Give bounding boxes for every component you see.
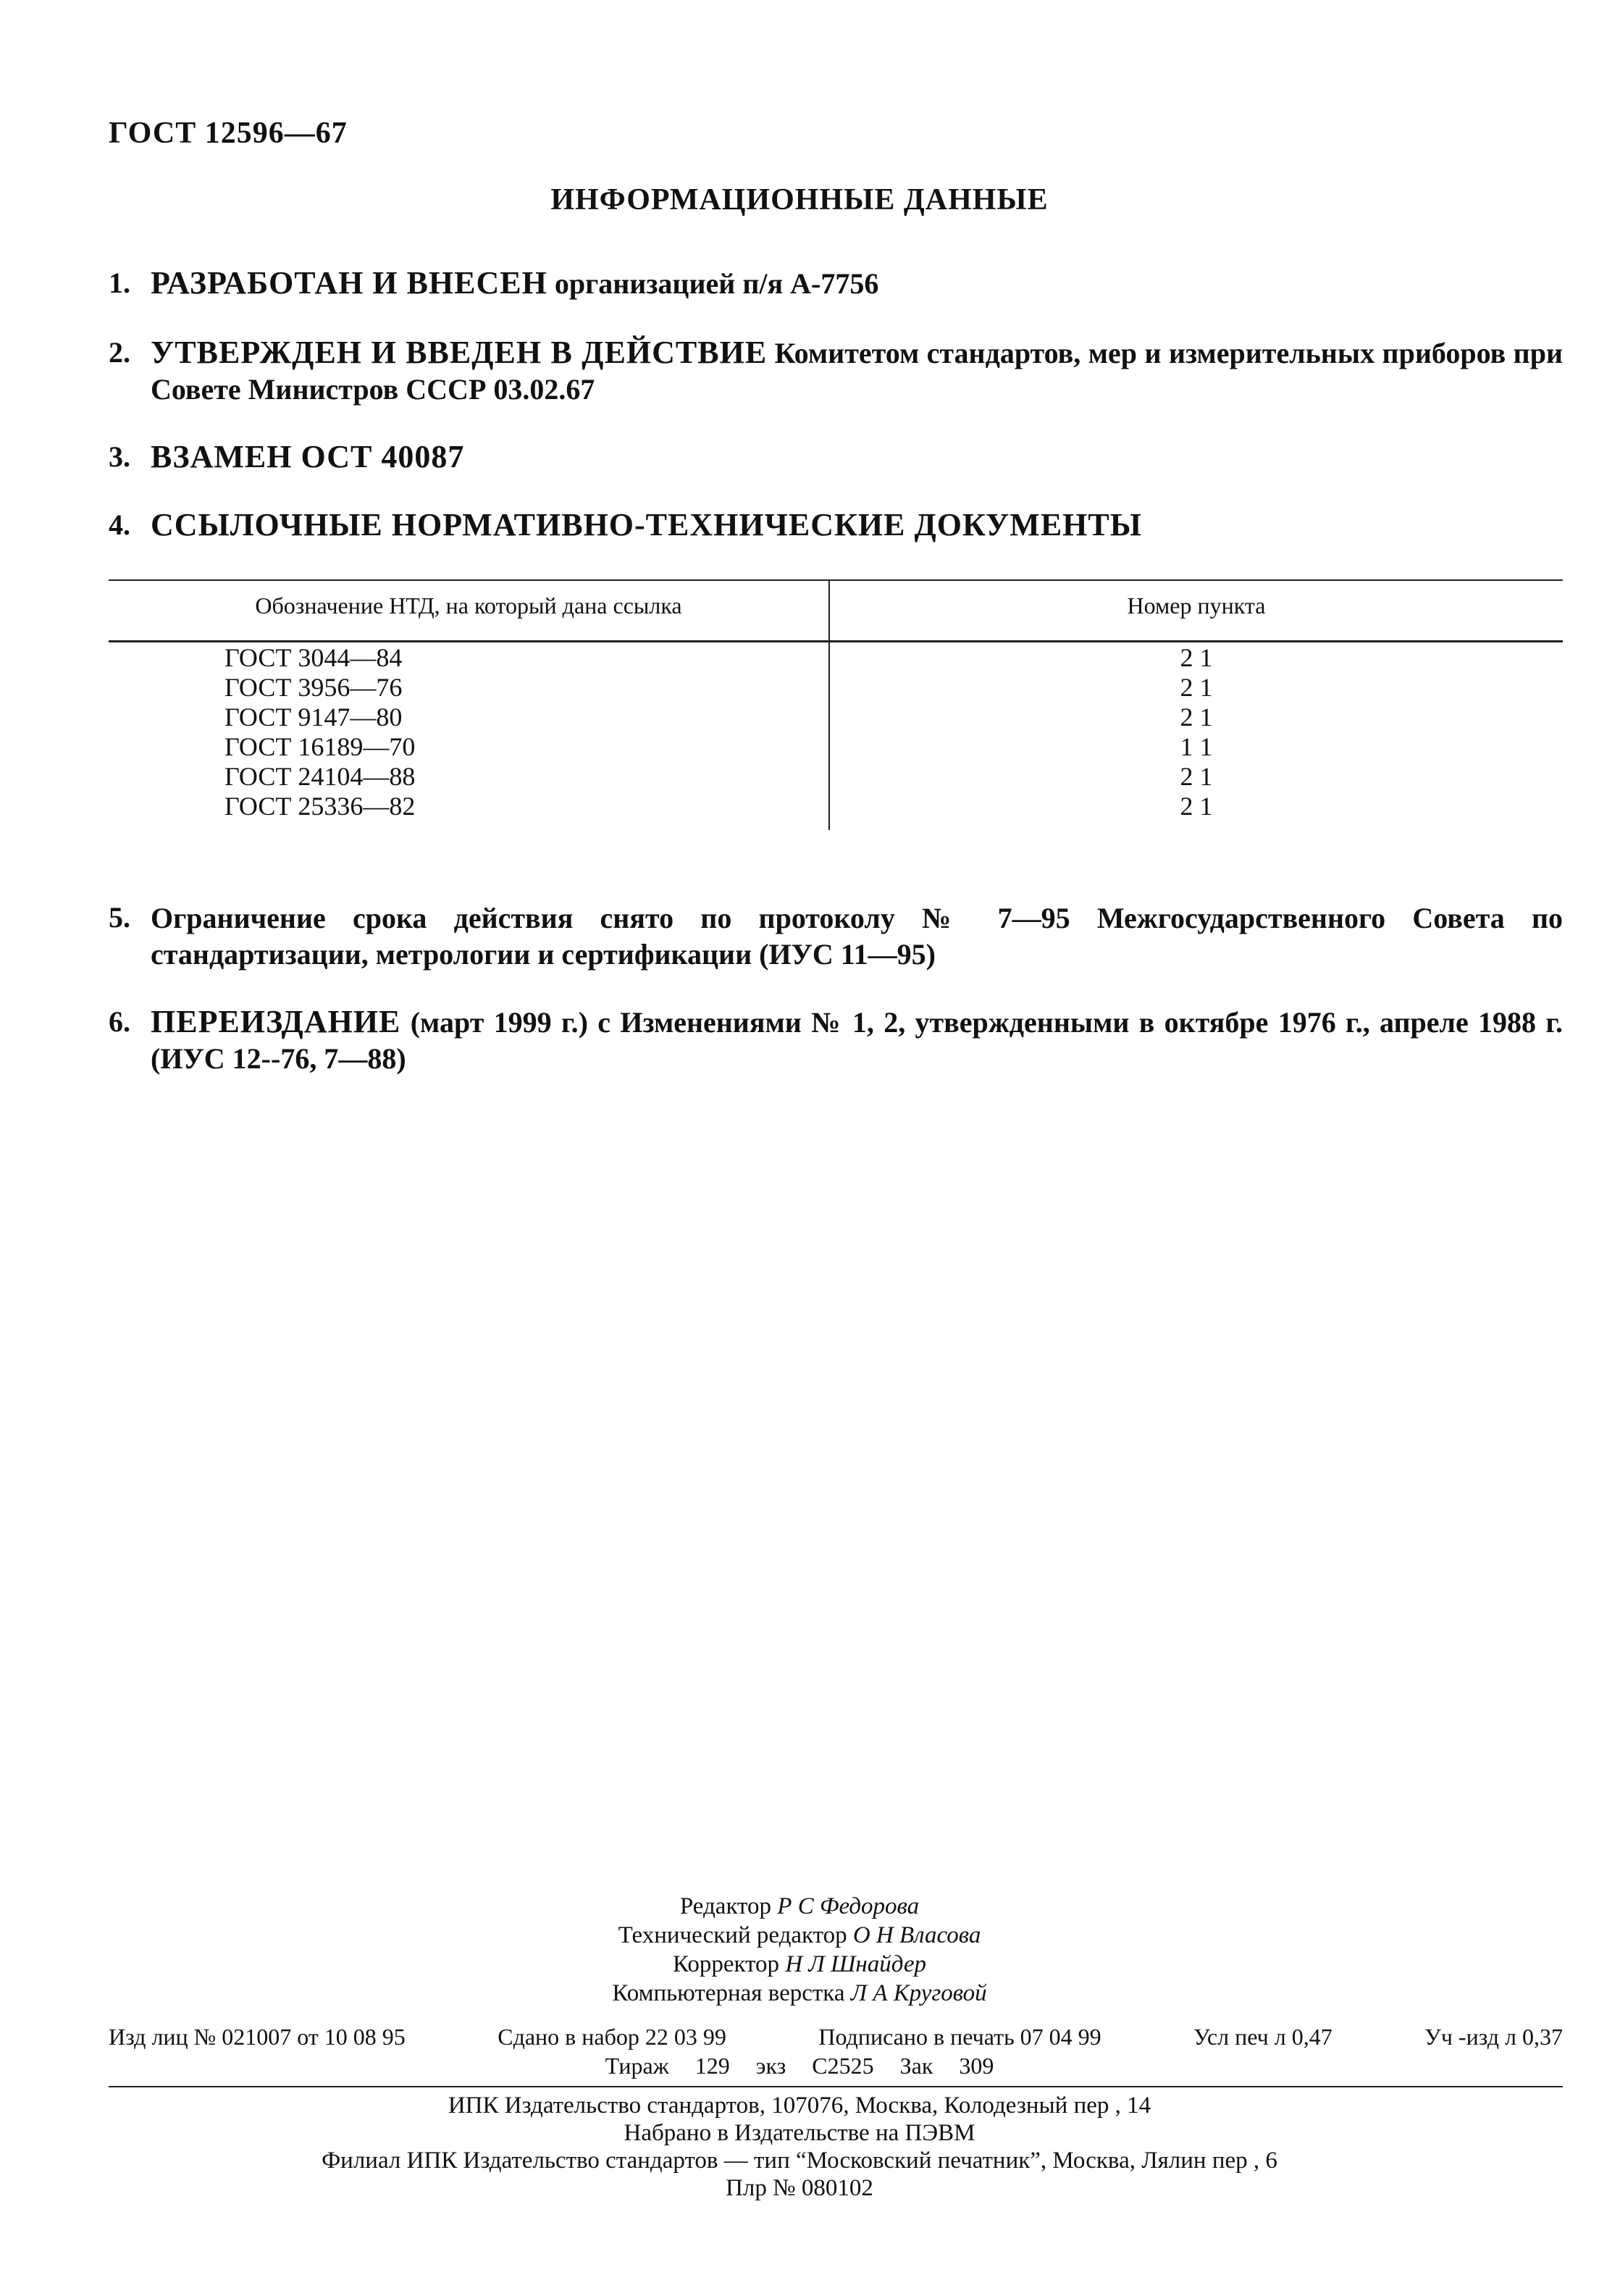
credit-line-editor [0,1892,1599,1921]
print-sheets: Усл печ л 0,47 [1193,2024,1332,2050]
table-header-rule [109,640,1563,642]
item-caps: ВЗАМЕН ОСТ 40087 [151,439,465,474]
item-rest: (март 1999 г.) с Изменениями № 1, 2, утвержденными в октябре 1976 г., апреле 1988 г. (ИУС 12--76, 7—88) [151,1006,1563,1075]
publisher-line: ИПК Издательство стандартов, 107076, Москва, Колодезный пер , 14 [448,2092,1151,2119]
credit-role: Редактор [679,1893,772,1919]
reference-document: ГОСТ 9147—80 [224,703,403,732]
item-text [151,335,1563,408]
reference-point: 2 1 [1180,703,1213,732]
reference-document: ГОСТ 16189—70 [224,732,416,761]
item-caps: УТВЕРЖДЕН И ВВЕДЕН В ДЕЙСТВИЕ [151,335,768,370]
info-item-4 [109,507,1563,544]
item-number: 4. [109,508,130,541]
column-header-point: Номер пункта [1127,592,1266,619]
reference-point: 2 1 [1180,643,1213,672]
item-text [151,265,1563,302]
reference-point: 2 1 [1180,792,1213,821]
item-text [151,900,1563,973]
table-row [109,703,1563,732]
signed-date: Подписано в печать 07 04 99 [818,2024,1101,2050]
item-number: 3. [109,440,130,473]
document-code: ГОСТ 12596—67 [109,117,348,150]
column-header-document: Обозначение НТД, на который дана ссылка [255,592,682,619]
credit-role: Технический редактор [618,1922,847,1948]
publisher-line: Набрано в Издательстве на ПЭВМ [624,2120,975,2146]
credit-name: Н Л Шнайдер [785,1951,927,1977]
publisher-line: Плр № 080102 [726,2175,873,2201]
table-top-rule [109,579,1563,581]
item-rest: организацией п/я А-7756 [547,267,879,300]
item-rest: Комитетом стандартов, мер и измерительных приборов при Совете Министров СССР 03.02.67 [151,337,1564,406]
credit-name: Л А Круговой [850,1980,987,2006]
page-title: ИНФОРМАЦИОННЫЕ ДАННЫЕ [550,183,1049,217]
credit-role: Компьютерная верстка [612,1980,845,2006]
table-row [109,762,1563,792]
credits-block [0,1892,1599,2008]
credit-name: Р С Федорова [777,1893,920,1919]
item-number: 2. [109,336,130,369]
table-row [109,732,1563,762]
item-caps: ПЕРЕИЗДАНИЕ [151,1004,401,1039]
item-caps: РАЗРАБОТАН И ВНЕСЕН [151,265,547,301]
info-item-6 [109,1004,1563,1077]
credit-role: Корректор [672,1951,780,1977]
info-item-2 [109,335,1563,408]
item-number: 1. [109,267,130,299]
reference-point: 2 1 [1180,762,1213,791]
credit-line-tech-editor [0,1921,1599,1950]
publisher-sheets: Уч -изд л 0,37 [1424,2024,1563,2050]
credit-line-layout [0,1979,1599,2008]
table-row [109,673,1563,703]
print-run-line: Тираж 129 экз С2525 Зак 309 [605,2053,994,2079]
info-item-3 [109,439,1563,476]
item-caps: ССЫЛОЧНЫЕ НОРМАТИВНО-ТЕХНИЧЕСКИЕ ДОКУМЕНТЫ [151,507,1142,542]
reference-point: 1 1 [1180,732,1213,761]
table-row [109,792,1563,821]
item-rest: Ограничение срока действия снято по протоколу № 7—95 Межгосударственного Совета по стандартизации, метрологии и сертификации (ИУС 11—95) [151,902,1563,971]
reference-document: ГОСТ 25336—82 [224,792,416,821]
item-number: 5. [109,901,130,934]
table-body [109,643,1563,821]
credit-line-proofreader [0,1950,1599,1979]
credit-name: О Н Власова [852,1922,981,1948]
info-item-5 [109,900,1563,973]
reference-point: 2 1 [1180,673,1213,702]
item-text [151,439,1563,476]
reference-document: ГОСТ 24104—88 [224,762,416,791]
publisher-line: Филиал ИПК Издательство стандартов — тип “Московский печатник”, Москва, Лялин пер , 6 [322,2148,1277,2174]
item-number: 6. [109,1005,130,1038]
reference-document: ГОСТ 3956—76 [224,673,403,702]
item-text [151,507,1563,544]
info-item-1 [109,265,1563,302]
table-row [109,643,1563,673]
imprint-line [109,2022,1563,2051]
reference-document: ГОСТ 3044—84 [224,643,403,672]
license-number: Изд лиц № 021007 от 10 08 95 [109,2024,406,2050]
imprint-divider [109,2086,1563,2087]
publisher-block [0,2092,1599,2202]
typeset-date: Сдано в набор 22 03 99 [498,2024,726,2050]
item-text [151,1004,1563,1077]
reference-table [109,579,1563,830]
